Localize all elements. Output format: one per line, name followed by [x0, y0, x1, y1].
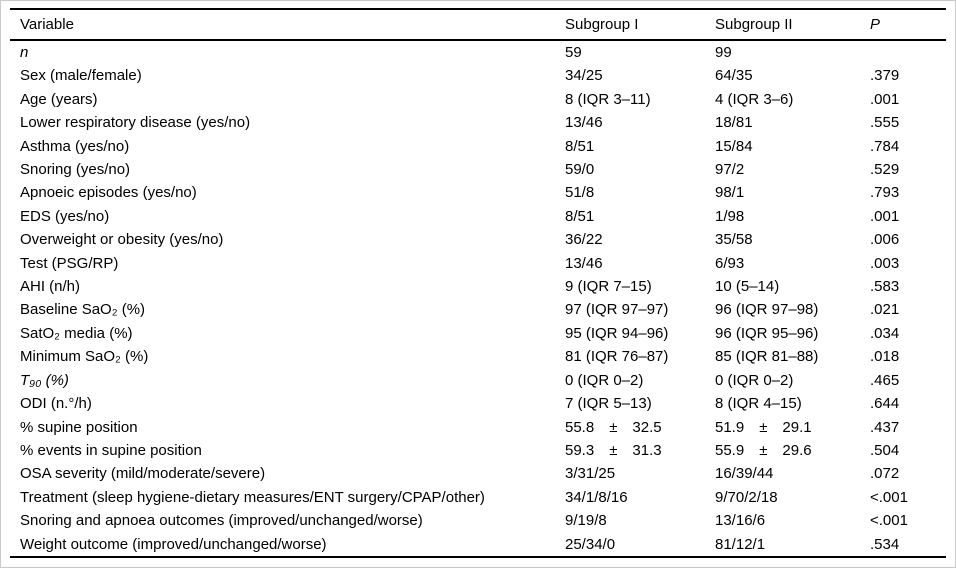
subgroup1-cell: 7 (IQR 5–13) [565, 395, 652, 413]
subgroup2-cell: 6/93 [715, 254, 745, 272]
subgroup1-cell: 59 [565, 44, 582, 61]
p-value-cell: .784 [870, 137, 900, 155]
variable-cell: n [20, 44, 29, 61]
p-value-cell [860, 40, 946, 64]
p-value-cell: .379 [870, 67, 900, 85]
subgroup1-cell: 3/31/25 [565, 465, 616, 483]
table-row [10, 228, 946, 251]
subgroup2-cell: 85 (IQR 81–88) [715, 348, 819, 366]
table-row [10, 205, 946, 228]
p-value-cell: .555 [870, 114, 900, 132]
p-value-cell: .793 [870, 184, 900, 202]
table-row [10, 111, 946, 134]
p-value-cell: .534 [870, 535, 900, 553]
subgroup2-cell: 97/2 [715, 161, 745, 179]
table-row [10, 486, 946, 509]
variable-cell: Minimum SaO₂ (%) [20, 348, 149, 366]
subgroup2-cell: 96 (IQR 95–96) [715, 324, 819, 342]
subgroup1-cell: 8/51 [565, 207, 595, 225]
subgroup1-cell: 13/46 [565, 114, 603, 132]
p-value-cell: .644 [870, 395, 900, 413]
table-row [10, 88, 946, 111]
subgroup2-cell: 98/1 [715, 184, 745, 202]
p-value-cell: .001 [870, 207, 900, 225]
variable-cell: EDS (yes/no) [20, 207, 110, 225]
variable-cell: Test (PSG/RP) [20, 254, 119, 272]
subgroup2-cell: 81/12/1 [715, 535, 766, 553]
subgroup1-cell: 0 (IQR 0–2) [565, 371, 644, 389]
subgroup1-cell: 25/34/0 [565, 535, 616, 553]
variable-cell: Apnoeic episodes (yes/no) [20, 184, 197, 202]
p-value-cell: .034 [870, 324, 900, 342]
subgroup1-cell: 95 (IQR 94–96) [565, 324, 669, 342]
table-row [10, 509, 946, 532]
p-value-cell: .001 [870, 90, 900, 108]
subgroup1-cell: 34/1/8/16 [565, 488, 628, 506]
subgroup2-cell: 51.9 ± 29.1 [715, 418, 812, 436]
table-row [10, 181, 946, 204]
subgroup1-cell: 81 (IQR 76–87) [565, 348, 669, 366]
subgroup1-cell: 34/25 [565, 67, 603, 85]
subgroup2-cell: 16/39/44 [715, 465, 774, 483]
p-value-cell: <.001 [870, 512, 908, 530]
table-row [10, 369, 946, 392]
p-value-cell: .072 [870, 465, 900, 483]
p-value-cell: .018 [870, 348, 900, 366]
subgroup2-cell: 9/70/2/18 [715, 488, 778, 506]
table-row [10, 416, 946, 439]
variable-cell: Asthma (yes/no) [20, 137, 130, 155]
comparison-table [10, 8, 946, 558]
p-value-cell: .465 [870, 371, 900, 389]
p-value-cell: .021 [870, 301, 900, 319]
header-row [10, 9, 946, 40]
table-row [10, 135, 946, 158]
table-row [10, 298, 946, 321]
variable-cell: Lower respiratory disease (yes/no) [20, 114, 251, 132]
col-header-p-value: P [860, 9, 946, 40]
subgroup1-cell: 9 (IQR 7–15) [565, 278, 652, 296]
col-header-variable: Variable [10, 9, 555, 40]
variable-cell: % supine position [20, 418, 138, 436]
subgroup2-cell: 1/98 [715, 207, 745, 225]
subgroup1-cell: 8 (IQR 3–11) [565, 90, 651, 108]
subgroup2-cell: 15/84 [715, 137, 753, 155]
table-row [10, 439, 946, 462]
p-value-cell: .437 [870, 418, 900, 436]
subgroup2-cell: 55.9 ± 29.6 [715, 441, 812, 459]
subgroup2-cell: 18/81 [715, 114, 753, 132]
subgroup2-cell: 96 (IQR 97–98) [715, 301, 819, 319]
p-value-cell: .006 [870, 231, 900, 249]
variable-cell: Snoring and apnoea outcomes (improved/unchanged/worse) [20, 512, 423, 530]
col-header-subgroup2: Subgroup II [705, 9, 860, 40]
table-row [10, 40, 946, 64]
table-row [10, 533, 946, 557]
subgroup2-cell: 13/16/6 [715, 512, 766, 530]
variable-cell: SatO₂ media (%) [20, 324, 133, 342]
p-value-cell: <.001 [870, 488, 908, 506]
p-value-cell: .583 [870, 278, 900, 296]
table-row [10, 322, 946, 345]
subgroup2-cell: 35/58 [715, 231, 753, 249]
subgroup1-cell: 36/22 [565, 231, 603, 249]
table-row [10, 392, 946, 415]
subgroup2-cell: 8 (IQR 4–15) [715, 395, 802, 413]
subgroup1-cell: 51/8 [565, 184, 595, 202]
variable-cell: ODI (n.°/h) [20, 395, 92, 413]
table-row [10, 158, 946, 181]
subgroup2-cell: 64/35 [715, 67, 753, 85]
variable-cell: % events in supine position [20, 441, 202, 459]
variable-cell: Snoring (yes/no) [20, 161, 131, 179]
subgroup1-cell: 13/46 [565, 254, 603, 272]
subgroup2-cell: 99 [715, 44, 732, 61]
subgroup1-cell: 59.3 ± 31.3 [565, 441, 662, 459]
table-row [10, 252, 946, 275]
variable-cell: T₉₀ (%) [20, 371, 69, 389]
table-row [10, 462, 946, 485]
p-value-cell: .003 [870, 254, 900, 272]
table-row [10, 64, 946, 87]
variable-cell: AHI (n/h) [20, 278, 81, 296]
subgroup2-cell: 0 (IQR 0–2) [715, 371, 794, 389]
p-value-cell: .529 [870, 161, 900, 179]
subgroup1-cell: 55.8 ± 32.5 [565, 418, 662, 436]
subgroup1-cell: 97 (IQR 97–97) [565, 301, 669, 319]
subgroup1-cell: 8/51 [565, 137, 595, 155]
variable-cell: Baseline SaO₂ (%) [20, 301, 146, 319]
variable-cell: OSA severity (mild/moderate/severe) [20, 465, 266, 483]
table-row [10, 345, 946, 368]
subgroup1-cell: 59/0 [565, 161, 595, 179]
p-value-cell: .504 [870, 441, 900, 459]
variable-cell: Treatment (sleep hygiene-dietary measures/ENT surgery/CPAP/other) [20, 488, 485, 506]
subgroup1-cell: 9/19/8 [565, 512, 607, 530]
variable-cell: Age (years) [20, 90, 98, 108]
variable-cell: Weight outcome (improved/unchanged/worse) [20, 535, 327, 553]
variable-cell: Sex (male/female) [20, 67, 142, 85]
table-body [10, 40, 946, 557]
col-header-subgroup1: Subgroup I [555, 9, 705, 40]
variable-cell: Overweight or obesity (yes/no) [20, 231, 224, 249]
subgroup2-cell: 10 (5–14) [715, 278, 780, 296]
table-row [10, 275, 946, 298]
subgroup2-cell: 4 (IQR 3–6) [715, 90, 794, 108]
